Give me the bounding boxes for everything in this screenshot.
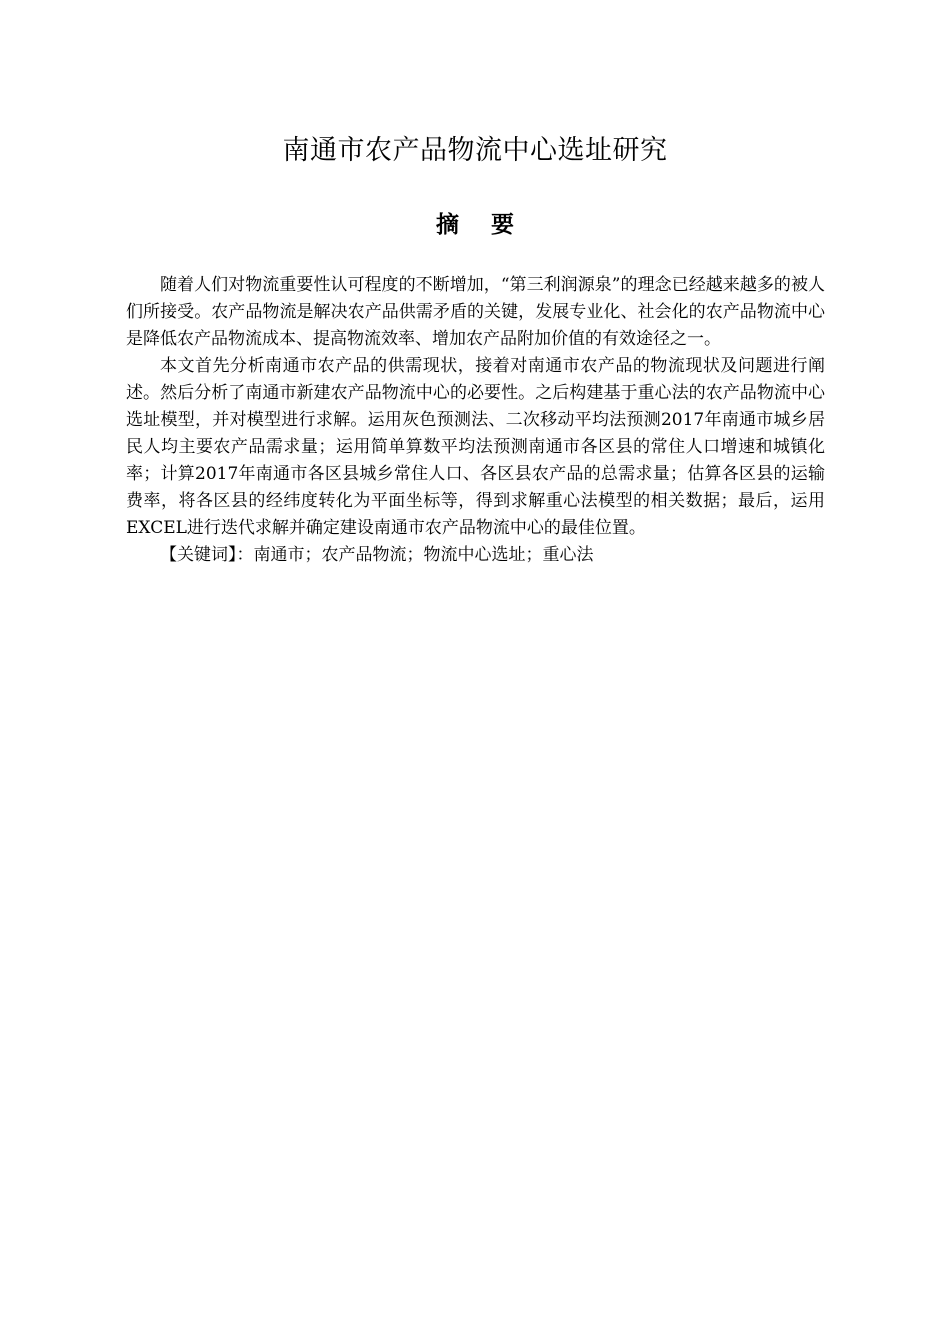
abstract-body bbox=[126, 272, 825, 569]
keywords-line bbox=[126, 542, 825, 569]
keywords-text: 南通市；农产品物流；物流中心选址；重心法 bbox=[253, 545, 594, 565]
keywords-label: 【关键词】： bbox=[160, 545, 254, 565]
abstract-paragraph-2: 本文首先分析南通市农产品的供需现状，接着对南通市农产品的物流现状及问题进行阐述。然后分析了南通市新建农产品物流中心的必要性。之后构建基于重心法的农产品物流中心选址模型，并对模型进行求解。运用灰色预测法、二次移动平均法预测2017年南通市城乡居民人均主要农产品需求量；运用简单算数平均法预测南通市各区县的常住人口增速和城镇化率；计算2017年南通市各区县城乡常住人口、各区县农产品的总需求量；估算各区县的运输费率，将各区县的经纬度转化为平面坐标等，得到求解重心法模型的相关数据；最后，运用EXCEL进行迭代求解并确定建设南通市农产品物流中心的最佳位置。 bbox=[126, 356, 825, 538]
document-title: 南通市农产品物流中心选址研究 bbox=[282, 135, 668, 166]
abstract-paragraph-1: 随着人们对物流重要性认可程度的不断增加，“第三利润源泉”的理念已经越来越多的被人们所接受。农产品物流是解决农产品供需矛盾的关键，发展专业化、社会化的农产品物流中心是降低农产品物流成本、提高物流效率、增加农产品附加价值的有效途径之一。 bbox=[126, 275, 825, 349]
abstract-heading: 摘 要 bbox=[435, 212, 526, 238]
